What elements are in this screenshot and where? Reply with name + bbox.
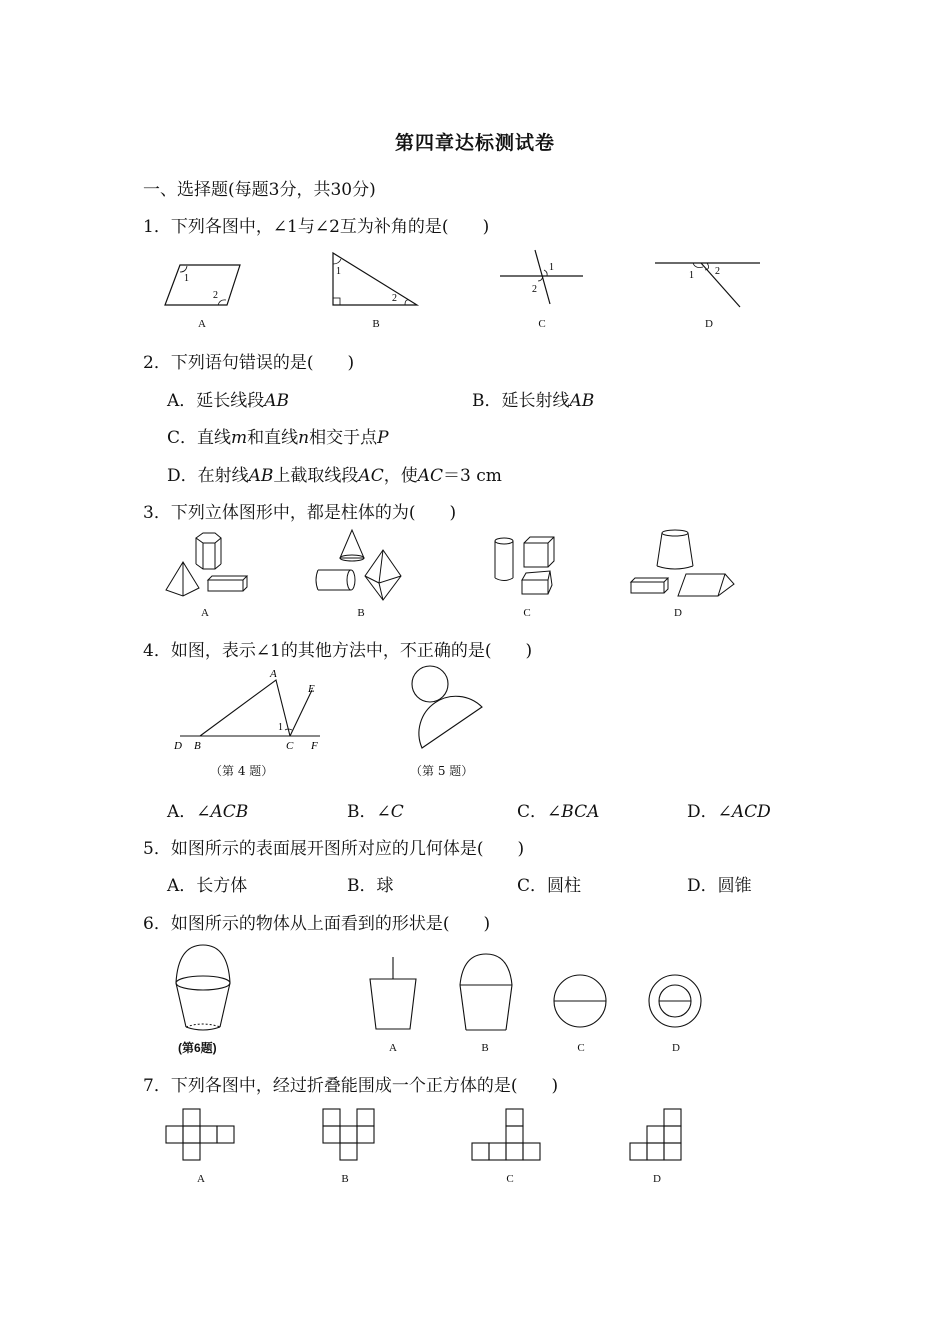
figure-6-caption: (第6题): [178, 1041, 217, 1055]
q7-net-d: [629, 1108, 685, 1164]
question-7-stem: 7．下列各图中，经过折叠能围成一个正方体的是( ): [143, 1076, 559, 1096]
q6-option-a-figure: [368, 955, 418, 1035]
question-4-stem: 4．如图，表示∠1的其他方法中，不正确的是( ): [143, 641, 533, 661]
q4-option-b: B．∠C: [347, 802, 404, 822]
q1-label-b: B: [372, 318, 380, 330]
point-c-label: C: [286, 740, 294, 752]
q4-figure: [172, 666, 327, 756]
q3-label-b: B: [357, 607, 365, 619]
q5-figure: [410, 665, 490, 755]
q6-label-a: A: [389, 1042, 397, 1054]
q4-option-d: D．∠ACD: [687, 802, 771, 822]
q3-label-a: A: [201, 607, 209, 619]
section-heading: 一、选择题(每题3分，共30分): [143, 180, 376, 200]
page-title: 第四章达标测试卷: [394, 132, 555, 154]
q7-label-a: A: [197, 1173, 205, 1185]
q7-label-b: B: [341, 1173, 349, 1185]
q7-net-c: [471, 1108, 543, 1164]
q6-option-c-figure: [552, 973, 610, 1031]
question-1-stem: 1．下列各图中，∠1与∠2互为补角的是( ): [143, 217, 490, 237]
q6-label-c: C: [577, 1042, 585, 1054]
q7-net-a: [165, 1108, 237, 1164]
q7-net-b: [322, 1108, 378, 1164]
q3-figure-a: [163, 532, 258, 602]
q5-option-c: C．圆柱: [517, 876, 582, 896]
q7-label-d: D: [653, 1173, 661, 1185]
point-b-label: B: [194, 740, 201, 752]
angle-mark-1: 1: [549, 262, 554, 273]
q1-figure-a: [160, 260, 250, 310]
q1-label-a: A: [198, 318, 206, 330]
angle-1-label: 1: [278, 722, 283, 733]
q2-option-b: B．延长射线AB: [472, 391, 595, 411]
q1-figure-c: [498, 248, 588, 308]
angle-mark-1: 1: [184, 273, 189, 284]
question-3-stem: 3．下列立体图形中，都是柱体的为( ): [143, 503, 457, 523]
q4-option-a: A．∠ACB: [167, 802, 249, 822]
q5-option-b: B．球: [347, 876, 394, 896]
q5-option-a: A．长方体: [167, 876, 248, 896]
q1-label-c: C: [538, 318, 546, 330]
angle-mark-2: 2: [715, 266, 720, 277]
question-6-stem: 6．如图所示的物体从上面看到的形状是( ): [143, 914, 491, 934]
question-2-stem: 2．下列语句错误的是( ): [143, 353, 355, 373]
angle-mark-2: 2: [213, 290, 218, 301]
point-e-label: E: [308, 683, 315, 695]
angle-mark-2: 2: [392, 293, 397, 304]
q6-option-b-figure: [457, 952, 517, 1034]
q3-figure-d: [628, 528, 738, 600]
q1-figure-d: [655, 255, 765, 310]
q2-option-d: D．在射线AB上截取线段AC，使AC＝3 cm: [167, 466, 502, 486]
q6-label-b: B: [481, 1042, 489, 1054]
q2-option-c: C．直线m和直线n相交于点P: [167, 428, 389, 448]
figure-5-caption: （第 5 题）: [410, 764, 474, 778]
q6-object-figure: [170, 943, 240, 1038]
q3-figure-c: [492, 535, 562, 605]
q3-label-d: D: [674, 607, 682, 619]
q2-option-a: A．延长线段AB: [167, 391, 290, 411]
q3-figure-b: [315, 528, 405, 602]
q6-label-d: D: [672, 1042, 680, 1054]
q5-option-d: D．圆锥: [687, 876, 752, 896]
point-f-label: F: [311, 740, 318, 752]
question-5-stem: 5．如图所示的表面展开图所对应的几何体是( ): [143, 839, 525, 859]
q1-figure-b: [325, 250, 425, 310]
point-d-label: D: [174, 740, 182, 752]
q4-option-c: C．∠BCA: [517, 802, 600, 822]
angle-mark-1: 1: [689, 270, 694, 281]
q7-label-c: C: [506, 1173, 514, 1185]
figure-4-caption: （第 4 题）: [210, 764, 274, 778]
angle-mark-1: 1: [336, 266, 341, 277]
point-a-label: A: [270, 668, 277, 680]
q3-label-c: C: [523, 607, 531, 619]
q6-option-d-figure: [647, 973, 705, 1031]
q1-label-d: D: [705, 318, 713, 330]
angle-mark-2: 2: [532, 284, 537, 295]
